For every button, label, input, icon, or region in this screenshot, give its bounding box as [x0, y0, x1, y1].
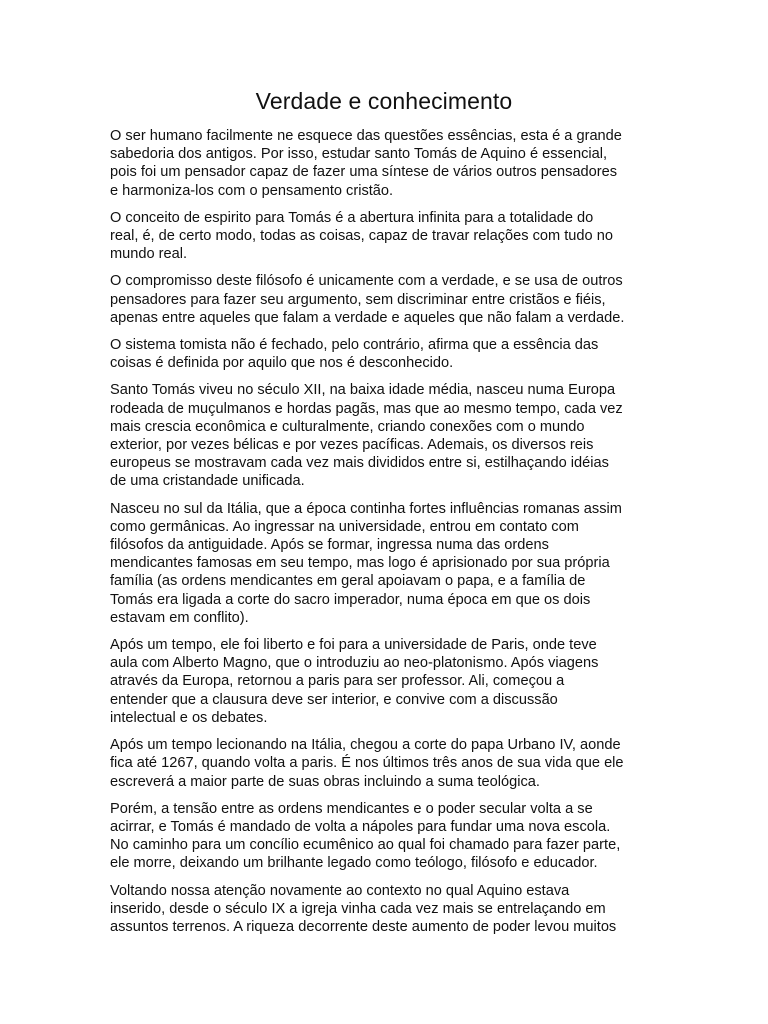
- paragraph-line: Santo Tomás viveu no século XII, na baixa idade média, nasceu numa Europa: [110, 382, 616, 399]
- paragraph-line: estavam em conflito).: [110, 609, 249, 626]
- document-title: Verdade e conhecimento: [255, 88, 513, 114]
- paragraph-line: O sistema tomista não é fechado, pelo contrário, afirma que a essência das: [110, 337, 599, 354]
- paragraph-line: assuntos terrenos. A riqueza decorrente deste aumento de poder levou muitos: [110, 918, 617, 935]
- paragraph-line: O ser humano facilmente ne esquece das questões essências, esta é a grande: [110, 128, 622, 144]
- paragraph: [110, 636, 658, 727]
- paragraph-line: mundo real.: [110, 246, 188, 263]
- paragraph-line: família (as ordens mendicantes em geral apoiavam o papa, e a família de: [110, 573, 586, 590]
- paragraph-line: Tomás era ligada a corte do sacro imperador, numa época em que os dois: [110, 591, 591, 608]
- paragraph: [110, 500, 658, 627]
- paragraph-line: Após um tempo, ele foi liberto e foi para a universidade de Paris, onde teve: [110, 637, 597, 654]
- paragraph-line: intelectual e os debates.: [110, 709, 268, 726]
- paragraph-line: apenas entre aqueles que falam a verdade e aqueles que não falam a verdade.: [110, 309, 625, 326]
- paragraph-line: escreverá a maior parte de suas obras incluindo a suma teológica.: [110, 773, 540, 790]
- paragraph-line: inserido, desde o século IX a igreja vinha cada vez mais se entrelaçando em: [110, 900, 606, 917]
- paragraph-line: como germânicas. Ao ingressar na universidade, entrou em contato com: [110, 518, 579, 535]
- paragraph-line: Após um tempo lecionando na Itália, chegou a corte do papa Urbano IV, aonde: [110, 737, 621, 754]
- paragraph-line: sabedoria dos antigos. Por isso, estudar santo Tomás de Aquino é essencial,: [110, 146, 608, 163]
- paragraph-line: Porém, a tensão entre as ordens mendicantes e o poder secular volta a se: [110, 800, 593, 817]
- paragraph: [110, 336, 658, 372]
- paragraph-line: coisas é definida por aquilo que nos é desconhecido.: [110, 355, 454, 372]
- document-body: [110, 127, 658, 936]
- paragraph-line: Nasceu no sul da Itália, que a época continha fortes influências romanas assim: [110, 500, 622, 517]
- paragraph-line: O conceito de espirito para Tomás é a abertura infinita para a totalidade do: [110, 209, 594, 226]
- paragraph: [110, 800, 658, 873]
- paragraph-line: pois foi um pensador capaz de fazer uma síntese de vários outros pensadores: [110, 164, 618, 181]
- paragraph-line: filósofos da antiguidade. Após se formar, ingressa numa das ordens: [110, 537, 549, 554]
- paragraph-line: pensadores para fazer seu argumento, sem discriminar entre cristãos e fiéis,: [110, 291, 606, 308]
- paragraph-line: No caminho para um concílio ecumênico ao qual foi chamado para fazer parte,: [110, 837, 621, 854]
- paragraph-line: europeus se mostravam cada vez mais divididos entre si, estilhaçando idéias: [110, 455, 609, 472]
- paragraph-line: ele morre, deixando um brilhante legado como teólogo, filósofo e educador.: [110, 855, 598, 872]
- paragraph: [110, 381, 658, 490]
- paragraph-line: O compromisso deste filósofo é unicamente com a verdade, e se usa de outros: [110, 273, 623, 290]
- document-page: [110, 84, 658, 945]
- paragraph-line: entender que a clausura deve ser interior, e convive com a discussão: [110, 691, 558, 708]
- paragraph: [110, 736, 658, 791]
- paragraph-line: rodeada de muçulmanos e hordas pagãs, mas que ao mesmo tempo, cada vez: [110, 400, 623, 417]
- paragraph: [110, 209, 658, 264]
- paragraph-line: fica até 1267, quando volta a paris. É nos últimos três anos de sua vida que ele: [110, 755, 624, 772]
- paragraph-line: e harmoniza-los com o pensamento cristão.: [110, 182, 394, 199]
- paragraph-line: Voltando nossa atenção novamente ao contexto no qual Aquino estava: [110, 882, 570, 899]
- paragraph: [110, 272, 658, 327]
- paragraph-line: de uma cristandade unificada.: [110, 473, 305, 490]
- paragraph-line: através da Europa, retornou a paris para ser professor. Ali, começou a: [110, 673, 565, 690]
- paragraph: [110, 882, 658, 937]
- paragraph-line: mendicantes famosas em seu tempo, mas logo é aprisionado por sua própria: [110, 555, 610, 572]
- paragraph-line: exterior, por vezes bélicas e por vezes pacíficas. Ademais, os diversos reis: [110, 437, 594, 454]
- paragraph: [110, 127, 658, 200]
- paragraph-line: mais crescia econômica e culturalmente, criando conexões com o mundo: [110, 418, 585, 435]
- paragraph-line: real, é, de certo modo, todas as coisas, capaz de travar relações com tudo no: [110, 228, 613, 245]
- paragraph-line: acirrar, e Tomás é mandado de volta a nápoles para fundar uma nova escola.: [110, 818, 611, 835]
- paragraph-line: aula com Alberto Magno, que o introduziu ao neo-platonismo. Após viagens: [110, 655, 599, 672]
